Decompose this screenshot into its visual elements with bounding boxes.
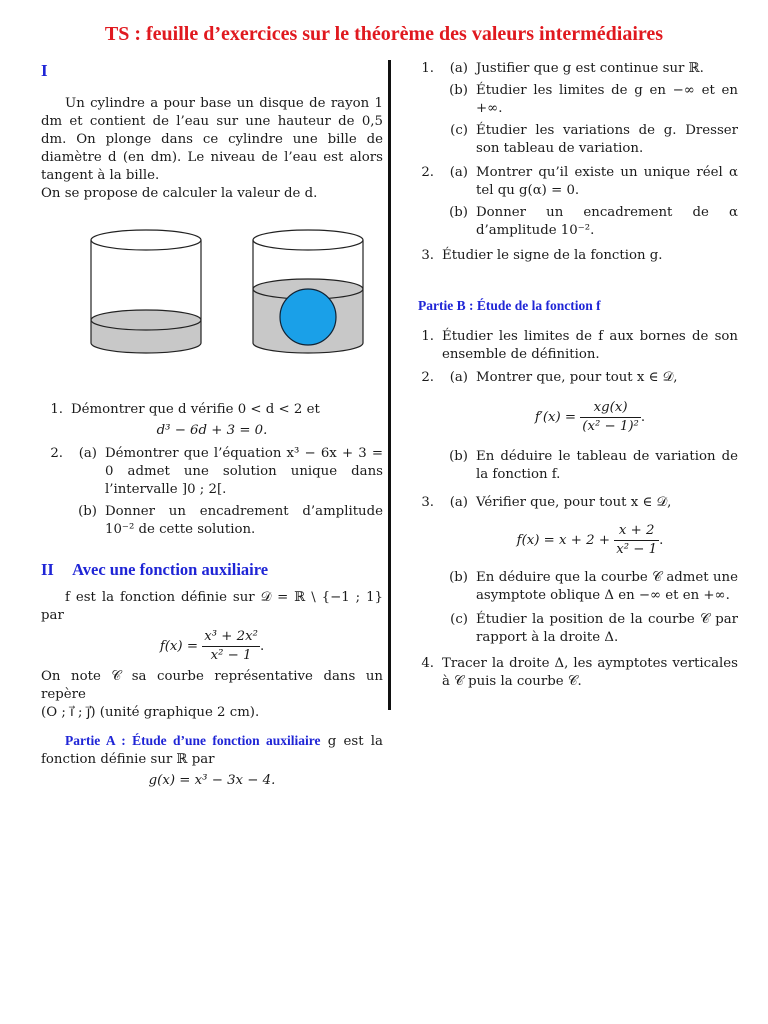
cylinders-figure: [41, 221, 383, 371]
partB-heading: Partie B : Étude de la fonction f: [418, 298, 601, 314]
equation-d: d³ − 6d + 3 = 0.: [156, 422, 268, 438]
repere-text: (O ; i⃗ ; j⃗) (unité graphique 2 cm).: [41, 705, 260, 721]
formula-f: f(x) = $\frac{\text{x³ + 2x²}}{\text{x² − 1}}$ .: [159, 629, 265, 664]
partA-intro: Partie A : Étude d’une fonction auxiliaire g est la fonction définie sur ℝ par: [41, 732, 383, 767]
left-column: [41, 60, 383, 793]
column-divider: [388, 60, 391, 710]
cylinder-with-ball: [253, 230, 363, 353]
partA-question-2: 2. (a) Montrer qu’il existe un unique réel α tel qu g(α) = 0. (b) Donner un encadrement de α d’amplitude 10⁻².: [421, 164, 738, 238]
intro-goal: On se propose de calculer la valeur de d.: [41, 185, 318, 201]
note-curve: On note 𝒞 sa courbe représentative dans un repère: [41, 669, 383, 703]
partA-heading: Partie A : Étude d’une fonction auxiliaire: [65, 732, 321, 748]
partB-question-4: 4. Tracer la droite Δ, les aymptotes verticales à 𝒞 puis la courbe 𝒞.: [421, 655, 738, 689]
question-2: 2. (a) Démontrer que l’équation x³ − 6x + 3 = 0 admet une solution unique dans l’intervalle ]0 ; 2[. (b) Donner un encadrement d’amplitude 10⁻² de cette solution.: [50, 446, 383, 538]
partA-question-3: 3. Étudier le signe de la fonction g.: [421, 248, 663, 264]
right-column: [412, 60, 738, 691]
intro-paragraph: Un cylindre a pour base un disque de rayon 1 dm et contient de l’eau sur une hauteur de 0,5 dm. On plonge dans ce cylindre une bille de diamètre d (en dm). Le niveau de l’eau est alors tangent à la bille.: [41, 95, 383, 183]
ball: [280, 289, 336, 345]
page-title: TS : feuille d’exercices sur le théorème des valeurs intermédiaires: [104, 23, 664, 45]
partB-question-1: 1. Étudier les limites de f aux bornes de son ensemble de définition.: [421, 328, 738, 362]
partB-question-2: 2. (a) Montrer que, pour tout x ∈ 𝒟, f′(x) = $\frac{xg(x)}{\text{(x² − 1)²}}$ . (b) En déduire le tableau de variation de la fonction f.: [421, 370, 738, 483]
partA-question-1: 1. (a) Justifier que g est continue sur ℝ. (b) Étudier les limites de g en −∞ et en +∞. (c) Étudier les variations de g. Dresser son tableau de variation.: [421, 61, 738, 156]
question-2b: (b) Donner un encadrement d’amplitude 10⁻² de cette solution.: [78, 504, 383, 538]
section-2-heading: II Avec une fonction auxiliaire: [41, 560, 269, 580]
section-1-label: I: [41, 61, 48, 80]
question-1: 1. Démontrer que d vérifie 0 < d < 2 et: [50, 401, 320, 417]
definition-f: f est la fonction définie sur 𝒟 = ℝ \ {−1 ; 1} par: [41, 590, 383, 624]
partB-question-3: 3. (a) Vérifier que, pour tout x ∈ 𝒟, f(x) = x + 2 + $\frac{x + 2}{\text{x² − 1}}$ . (b) En déduire que la courbe 𝒞 admet une asymptote oblique Δ en −∞ et en +∞. (c) Étudier la position de la courbe 𝒞 par rapport à la droite Δ.: [421, 495, 738, 645]
formula-f-prime: f′(x) = $\frac{xg(x)}{\text{(x² − 1)²}}$ .: [534, 400, 646, 435]
formula-g: g(x) = x³ − 3x − 4.: [148, 772, 276, 788]
cylinder-empty: [91, 230, 201, 353]
question-2a: (a) Démontrer que l’équation x³ − 6x + 3 = 0 admet une solution unique dans l’intervalle ]0 ; 2[.: [78, 446, 383, 498]
formula-f-decomposition: f(x) = x + 2 + $\frac{x + 2}{\text{x² − 1}}$ .: [516, 523, 664, 558]
